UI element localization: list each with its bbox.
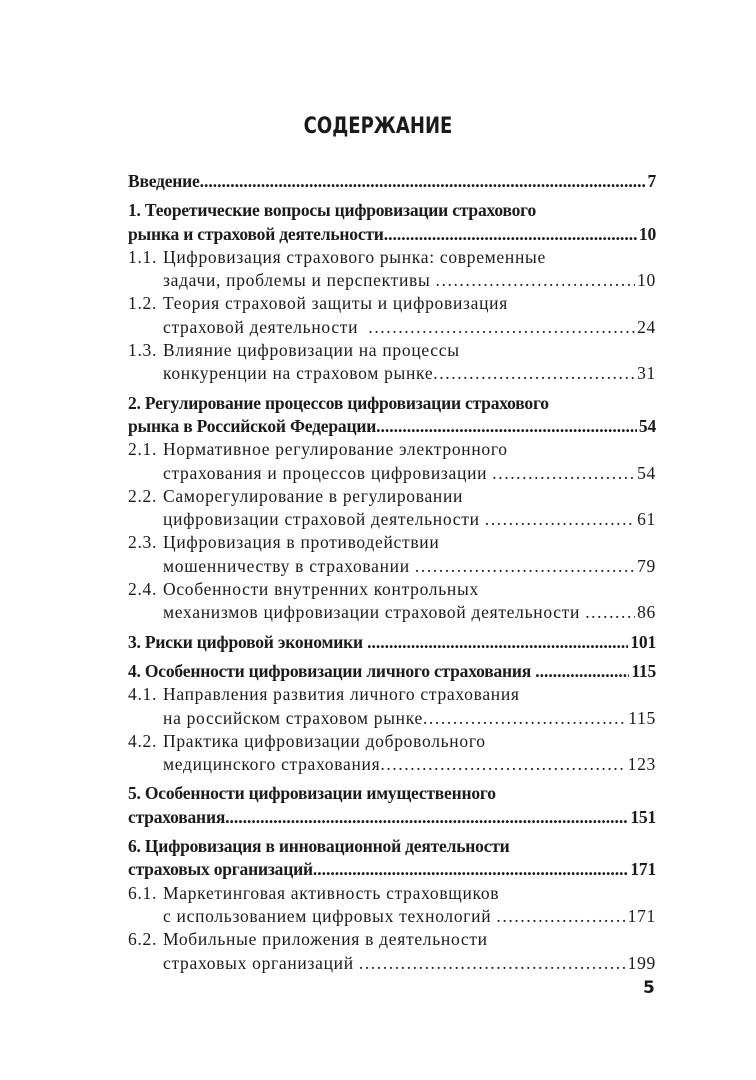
entry-page-number: 171: [630, 859, 656, 880]
toc-entry-line: [128, 882, 656, 905]
toc-section-entry[interactable]: [128, 683, 656, 730]
entry-title-text: 2. Регулирование процессов цифровизации страхового: [128, 392, 549, 413]
section-number: 2.2.: [128, 485, 158, 506]
dot-leader: [492, 462, 635, 485]
toc-section-entry[interactable]: [128, 339, 656, 386]
toc-section-entry[interactable]: [128, 485, 656, 532]
entry-title-text: Направления развития личного страхования: [163, 684, 520, 705]
dot-leader: [423, 707, 626, 730]
entry-title-text: с использованием цифровых технологий: [163, 905, 497, 926]
entry-title-text: страхования: [128, 806, 226, 827]
toc-section-entry[interactable]: [128, 292, 656, 339]
toc-section-entry[interactable]: [128, 531, 656, 578]
toc-entry-line: [128, 531, 656, 554]
toc-entry-line: [128, 246, 656, 269]
toc-chapter-entry[interactable]: [128, 835, 656, 882]
section-number: 2.3.: [128, 532, 158, 553]
entry-page-number: 7: [647, 171, 656, 191]
toc-entry-line: [128, 392, 656, 415]
toc-section-entry[interactable]: [128, 730, 656, 777]
toc-entry-line: [128, 415, 656, 438]
entry-page-number: 31: [637, 363, 656, 384]
toc-entry-line: [128, 952, 656, 975]
toc-entry-line: [128, 928, 656, 951]
toc-entry-line: [128, 508, 656, 531]
entry-title-text: Мобильные приложения в деятельности: [163, 929, 488, 950]
dot-leader: [535, 660, 629, 683]
toc-entry-line: [128, 683, 656, 706]
toc-entry-line: [128, 753, 656, 776]
entry-page-number: 199: [627, 952, 656, 973]
toc-entry-line: [128, 339, 656, 362]
toc-entry-line: [128, 858, 656, 881]
section-number: 4.1.: [128, 684, 158, 705]
page-number: 5: [643, 978, 655, 998]
entry-title-text: Влияние цифровизации на процессы: [163, 340, 460, 361]
entry-page-number: 86: [637, 602, 656, 623]
section-number: 4.2.: [128, 730, 158, 751]
toc-chapter-entry[interactable]: [128, 660, 656, 683]
toc-entry-line: [128, 555, 656, 578]
entry-page-number: 10: [638, 223, 656, 244]
toc-chapter-entry[interactable]: [128, 631, 656, 654]
toc-entry-line: [128, 601, 656, 624]
toc-entry-line: [128, 707, 656, 730]
toc-entry-line: [128, 578, 656, 601]
entry-page-number: 171: [627, 905, 656, 926]
entry-page-number: 79: [637, 555, 656, 576]
toc-entry-line: [128, 223, 656, 246]
toc-entry-line: [128, 631, 656, 654]
entry-title-text: рынка в Российской Федерации: [128, 415, 377, 436]
entry-title-text: 1. Теоретические вопросы цифровизации страхового: [128, 200, 537, 221]
entry-title-text: 4. Особенности цифровизации личного страхования: [128, 660, 536, 681]
dot-leader: [433, 362, 635, 385]
entry-title-text: мошенничеству в страховании: [163, 555, 415, 576]
toc-entry-line: [128, 462, 656, 485]
section-number: 6.2.: [128, 929, 158, 950]
section-number: 1.3.: [128, 340, 158, 361]
entry-page-number: 123: [627, 754, 656, 775]
toc-chapter-entry[interactable]: [128, 199, 656, 246]
entry-title-text: 5. Особенности цифровизации имущественного: [128, 783, 496, 804]
dot-leader: [313, 858, 628, 881]
entry-title-text: задачи, проблемы и перспективы: [163, 270, 436, 291]
entry-title-text: механизмов цифровизации страховой деятельности: [163, 602, 586, 623]
entry-page-number: 54: [638, 415, 656, 436]
dot-leader: [496, 905, 625, 928]
section-number: 2.1.: [128, 439, 158, 460]
entry-page-number: 61: [637, 509, 656, 530]
toc-entry-line: [128, 835, 656, 858]
entry-title-text: страховых организаций: [128, 859, 313, 880]
dot-leader: [376, 415, 637, 438]
toc-section-entry[interactable]: [128, 928, 656, 975]
entry-title-text: рынка и страховой деятельности: [128, 223, 384, 244]
toc-entry-line: [128, 362, 656, 385]
entry-page-number: 115: [628, 707, 656, 728]
entry-title-text: Цифровизация страхового рынка: современные: [163, 246, 546, 267]
toc-entry-line: [128, 170, 656, 193]
toc-entry-line: [128, 905, 656, 928]
entry-title-text: Саморегулирование в регулировании: [163, 485, 464, 506]
entry-title-text: на российском страховом рынке: [163, 707, 423, 728]
toc-entry-line: [128, 316, 656, 339]
dot-leader: [585, 601, 635, 624]
dot-leader: [200, 170, 646, 193]
entry-title-text: цифровизации страховой деятельности: [163, 509, 485, 530]
toc-chapter-entry[interactable]: [128, 392, 656, 439]
toc-entry-line: [128, 199, 656, 222]
section-number: 1.1.: [128, 246, 158, 267]
toc-section-entry[interactable]: [128, 578, 656, 625]
toc-entry-line: [128, 806, 656, 829]
dot-leader: [384, 223, 637, 246]
section-number: 2.4.: [128, 579, 158, 600]
entry-title-text: 3. Риски цифровой экономики: [128, 631, 368, 652]
toc-entry-line: [128, 292, 656, 315]
toc-entry-line: [128, 730, 656, 753]
entry-title-text: Введение: [128, 171, 200, 191]
toc-chapter-entry[interactable]: [128, 170, 656, 193]
entry-title-text: страховых организаций: [163, 952, 359, 973]
toc-section-entry[interactable]: [128, 246, 656, 293]
entry-page-number: 24: [637, 316, 656, 337]
dot-leader: [368, 316, 635, 339]
toc-entry-line: [128, 782, 656, 805]
entry-title-text: страховой деятельности: [163, 316, 369, 337]
dot-leader: [436, 269, 636, 292]
dot-leader: [367, 631, 628, 654]
entry-title-text: Особенности внутренних контрольных: [163, 579, 479, 600]
entry-title-text: Цифровизация в противодействии: [163, 532, 440, 553]
page-title: СОДЕРЖАНИЕ: [303, 114, 453, 139]
toc-entry-line: [128, 485, 656, 508]
entry-title-text: 6. Цифровизация в инновационной деятельности: [128, 836, 510, 857]
entry-title-text: Маркетинговая активность страховщиков: [163, 882, 500, 903]
entry-title-text: медицинского страхования: [163, 754, 381, 775]
toc-entry-line: [128, 660, 656, 683]
entry-title-text: Теория страховой защиты и цифровизация: [163, 293, 508, 314]
entry-title-text: страхования и процессов цифровизации: [163, 462, 493, 483]
table-of-contents: [128, 170, 656, 975]
toc-chapter-entry[interactable]: [128, 782, 656, 829]
section-number: 6.1.: [128, 882, 158, 903]
section-number: 1.2.: [128, 293, 158, 314]
entry-page-number: 115: [631, 660, 656, 681]
entry-page-number: 151: [630, 806, 656, 827]
toc-section-entry[interactable]: [128, 438, 656, 485]
entry-title-text: конкуренции на страховом рынке: [163, 363, 434, 384]
dot-leader: [359, 952, 626, 975]
entry-page-number: 54: [637, 462, 656, 483]
dot-leader: [225, 806, 628, 829]
toc-entry-line: [128, 269, 656, 292]
entry-page-number: 10: [637, 270, 656, 291]
entry-title-text: Практика цифровизации добровольного: [163, 730, 486, 751]
toc-entry-line: [128, 438, 656, 461]
dot-leader: [415, 555, 635, 578]
entry-title-text: Нормативное регулирование электронного: [163, 439, 508, 460]
entry-page-number: 101: [630, 631, 656, 652]
toc-section-entry[interactable]: [128, 882, 656, 929]
dot-leader: [380, 753, 625, 776]
dot-leader: [485, 508, 635, 531]
